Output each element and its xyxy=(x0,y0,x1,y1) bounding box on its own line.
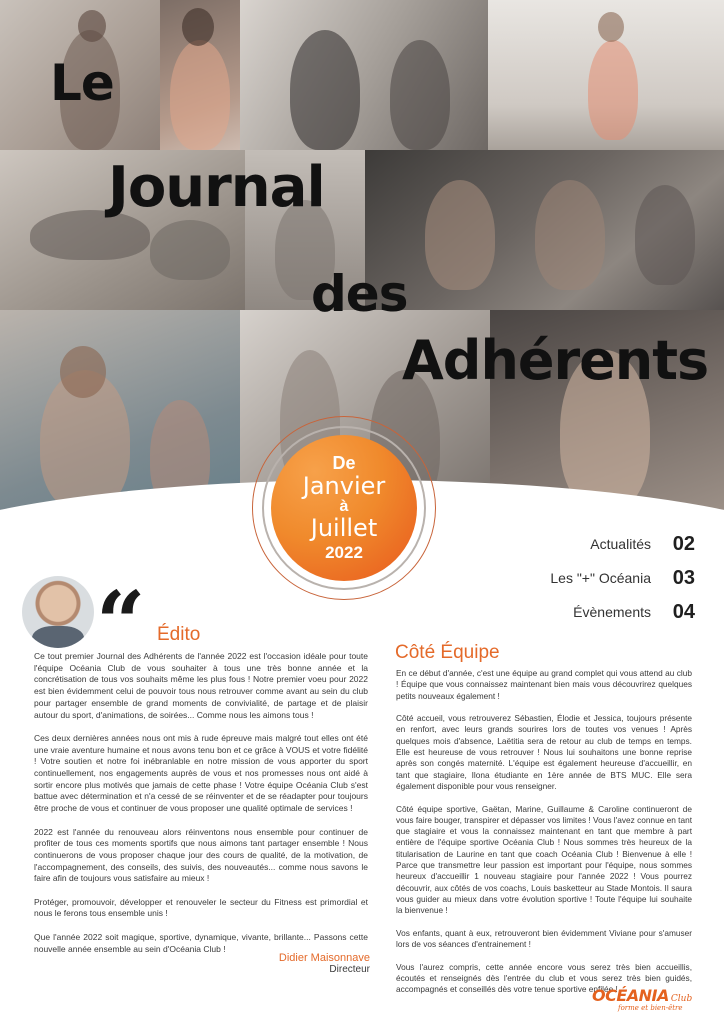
toc-item-evenements[interactable] xyxy=(480,595,695,629)
title-line-3: des xyxy=(311,265,408,323)
logo-club: Club xyxy=(670,994,693,1004)
date-end-month: Juillet xyxy=(310,514,378,542)
date-year: 2022 xyxy=(325,543,363,562)
toc-item-actualites[interactable] xyxy=(480,527,695,561)
toc-label: Les "+" Océania xyxy=(550,570,651,586)
equipe-paragraph: Vos enfants, quant à eux, retrouveront bien évidemment Viviane pour s'amuser lors de vos séances d'entrainement ! xyxy=(396,927,692,950)
table-of-contents xyxy=(480,527,695,629)
edito-paragraph: 2022 est l'année du renouveau alors réinventons nous ensemble pour continuer de profiter de tous ces moments sportifs que nous aimons tant partager ensemble ! Nous continuerons de vous proposer chaque jour des cours de qualité, de la motivation, de l'accompagnement, des conseils, des suivis, des nouveautés... comme nous savons le faire afin de toujours vous satisfaire au mieux ! xyxy=(34,826,368,884)
equipe-paragraph: En ce début d'année, c'est une équipe au grand complet qui vous attend au club ! Équipe que vous connaissez maintenant bien mais vous découvrirez quelques petits nouveaux également ! xyxy=(396,668,692,701)
edito-paragraph: Que l'année 2022 soit magique, sportive, dynamique, vivante, brillante... Passons cette nouvelle année ensemble au sein d'Océania Club ! xyxy=(34,931,368,954)
photo-cycling-class xyxy=(365,150,724,310)
toc-item-les-plus-oceania[interactable] xyxy=(480,561,695,595)
director-avatar xyxy=(22,576,94,648)
edito-heading: Édito xyxy=(157,624,201,645)
logo-brand: OCÉANIA xyxy=(592,986,669,1005)
signature-name: Didier Maisonnave xyxy=(278,952,370,964)
equipe-body xyxy=(396,668,692,1007)
photo-boxing-woman xyxy=(160,0,240,150)
title-line-1: Le xyxy=(50,54,114,112)
photo-boxing-group xyxy=(240,0,488,150)
date-to-label: à xyxy=(339,498,349,515)
equipe-paragraph: Vous l'aurez compris, cette année encore vous serez très bien accueillis, écoutés et renseignés dès l'entrée du club et vous serez très bien guidés, accompagnés et conseillés dès votre tenue sportive enfilée ! xyxy=(396,961,692,995)
quote-icon: “ xyxy=(96,573,146,674)
edito-body xyxy=(34,651,368,967)
edito-paragraph: Ces deux dernières années nous ont mis à rude épreuve mais malgré tout elles ont été une vraie aventure humaine et nous avons tenu bon et ce grâce à VOUS et votre fidélité ! Votre soutien et notre foi inébranlable en notre mission de vous apporter du sport continuellement, nos engagements auprès de vous et nos promesses nous ont aidé à sortir encore plus motivés que jamais de cette phase ! Votre équipe Océania Club s'est battue avec détermination et n'a cessé de se réinventer et de se réadapter pour toujours être proche de vous et continuer de vous proposer une qualité optimale de services ! xyxy=(34,732,368,814)
signature-role: Directeur xyxy=(329,964,370,975)
avatar-shirt xyxy=(32,626,84,648)
logo-tagline: forme et bien-être xyxy=(618,1004,683,1012)
equipe-heading: Côté Équipe xyxy=(395,642,500,663)
toc-page-number: 03 xyxy=(672,566,695,589)
date-from-label: De xyxy=(332,453,356,473)
equipe-paragraph: Côté accueil, vous retrouverez Sébastien, Élodie et Jessica, toujours présente en renfort, avec leurs grands sourires lors de toutes vos venues ! Après quelques mois d'absence, Laëtitia sera de retour au club de temps en temps. Elle est heureuse de vous retrouver ! Nous lui souhaitons une bonne reprise après son congés maternité. L'équipe est également heureuse d'accueillir, en tant que stagiaire, Ilona étudiante en 1ère année de BTS MUC. Elle sera également disponible pour vous renseigner. xyxy=(396,713,692,791)
edito-paragraph: Protéger, promouvoir, développer et renouveler le secteur du Fitness est primordial et nous le ferons tous ensemble unis ! xyxy=(34,896,368,919)
toc-page-number: 02 xyxy=(672,532,695,555)
date-start-month: Janvier xyxy=(302,472,386,500)
title-line-4: Adhérents xyxy=(402,329,709,392)
toc-label: Actualités xyxy=(590,536,651,552)
oceania-club-logo xyxy=(592,986,712,1018)
title-line-2: Journal xyxy=(108,155,325,220)
date-badge xyxy=(271,435,417,581)
toc-page-number: 04 xyxy=(672,600,695,623)
equipe-paragraph: Côté équipe sportive, Gaëtan, Marine, Guillaume & Caroline continueront de vous faire bouger, transpirer et dépasser vos limites ! Vous l'avez connue en tant que stagiaire et vous la connaissez maintenant en tant que membre à part entière de l'équipe sportive Océania Club ! Nous sommes très heureux de la titularisation de Laurine en tant que coach Océania Club ! Bienvenue à elle ! Parce que transmettre leur passion est important pour l'équipe, nous sommes heureux d'accueillir 1 nouveau stagiaire pour l'année 2022 ! Vous pourrez découvrir, aux côtés de vos coachs, Louis basketteur au Stade Montois. Il saura vous guider au mieux dans votre évolution sportive ! Toute l'équipe lui souhaite la bienvenue ! xyxy=(396,803,692,916)
edito-paragraph: Ce tout premier Journal des Adhérents de l'année 2022 est l'occasion idéale pour toute l'équipe Océania Club de vous souhaiter à tous une très bonne année et la concrétisation de tous vos souhaits même les plus fous ! Notre premier voeu pour 2022 est bien évidemment celui de pouvoir tous nous retrouver comme avant au sein du club pour partager ensemble de grand moments de convivialité, de partage et de plaisir autour du sport, d'animations, de soirées... Comme nous les aimons tous ! xyxy=(34,651,368,720)
toc-label: Évènements xyxy=(573,604,651,620)
photo-resistance-band xyxy=(488,0,724,150)
